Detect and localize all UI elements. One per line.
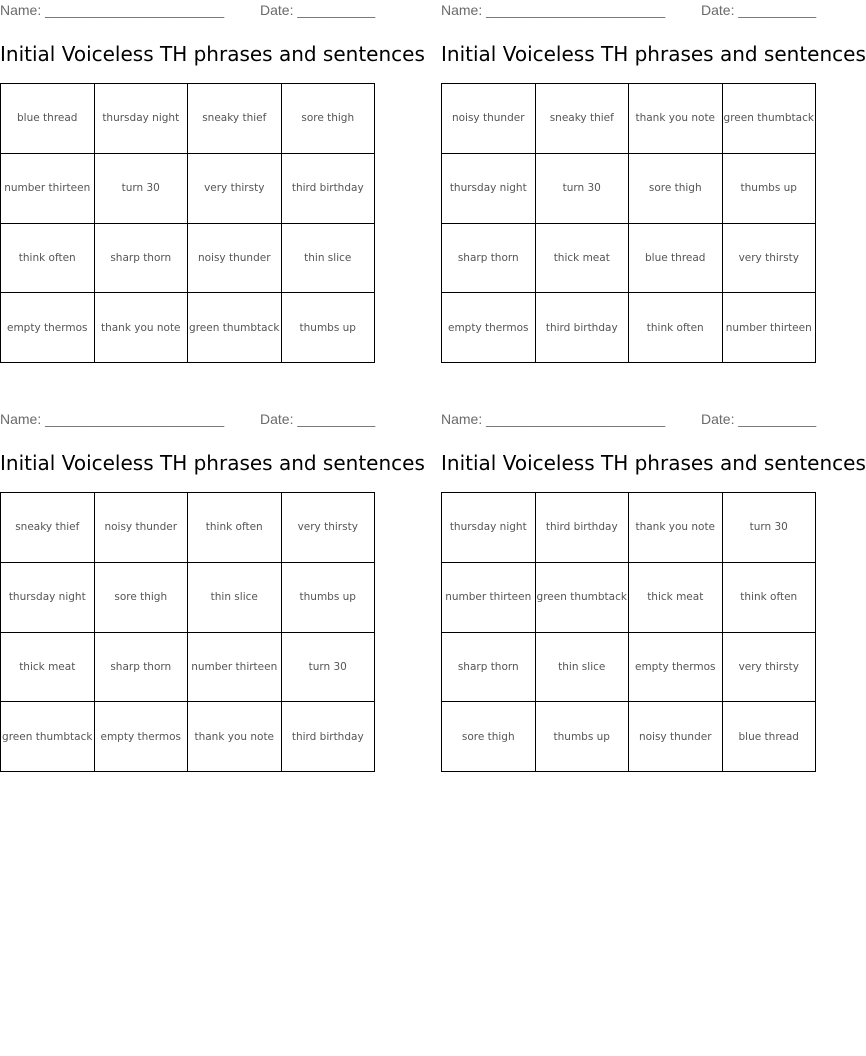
bingo-cell: thick meat <box>629 563 723 633</box>
bingo-cell: thin slice <box>282 224 376 294</box>
card-header <box>0 409 375 429</box>
name-field-label: Name: _______________________ <box>0 2 225 18</box>
bingo-cell: think often <box>188 493 282 563</box>
bingo-grid <box>441 492 816 772</box>
bingo-cell: think often <box>629 293 723 363</box>
bingo-cell: green thumbtack <box>1 702 95 772</box>
bingo-cell: number thirteen <box>1 154 95 224</box>
card-title: Initial Voiceless TH phrases and sentences <box>0 42 425 66</box>
name-field-label: Name: _______________________ <box>0 411 225 427</box>
bingo-cell: green thumbtack <box>723 84 817 154</box>
bingo-cell: sharp thorn <box>95 633 189 703</box>
bingo-cell: sore thigh <box>629 154 723 224</box>
bingo-cell: think often <box>723 563 817 633</box>
bingo-card-3 <box>0 409 425 774</box>
bingo-grid <box>0 83 375 363</box>
bingo-cell: thumbs up <box>282 293 376 363</box>
bingo-cell: sharp thorn <box>442 224 536 294</box>
card-header <box>0 0 375 20</box>
bingo-card-1 <box>0 0 425 365</box>
bingo-grid <box>0 492 375 772</box>
bingo-cell: turn 30 <box>282 633 376 703</box>
bingo-cell: number thirteen <box>723 293 817 363</box>
bingo-cell: thank you note <box>95 293 189 363</box>
bingo-cell: thumbs up <box>536 702 630 772</box>
bingo-cell: very thirsty <box>723 224 817 294</box>
bingo-cell: sore thigh <box>95 563 189 633</box>
card-header <box>441 409 816 429</box>
bingo-cell: sore thigh <box>282 84 376 154</box>
bingo-cell: thumbs up <box>723 154 817 224</box>
bingo-cell: empty thermos <box>1 293 95 363</box>
bingo-cell: turn 30 <box>723 493 817 563</box>
bingo-cell: turn 30 <box>95 154 189 224</box>
bingo-cell: turn 30 <box>536 154 630 224</box>
name-field-label: Name: _______________________ <box>441 2 666 18</box>
bingo-cell: noisy thunder <box>629 702 723 772</box>
bingo-cell: third birthday <box>536 493 630 563</box>
bingo-cell: thursday night <box>1 563 95 633</box>
date-field-label: Date: __________ <box>701 411 817 427</box>
bingo-grid <box>441 83 816 363</box>
bingo-cell: thin slice <box>536 633 630 703</box>
date-field-label: Date: __________ <box>701 2 817 18</box>
bingo-cell: thick meat <box>1 633 95 703</box>
bingo-cell: third birthday <box>282 154 376 224</box>
date-field-label: Date: __________ <box>260 411 376 427</box>
date-field-label: Date: __________ <box>260 2 376 18</box>
bingo-cell: blue thread <box>1 84 95 154</box>
card-title: Initial Voiceless TH phrases and sentences <box>441 451 866 475</box>
bingo-cell: thursday night <box>95 84 189 154</box>
bingo-card-4 <box>441 409 866 774</box>
bingo-cell: sneaky thief <box>188 84 282 154</box>
bingo-cell: empty thermos <box>95 702 189 772</box>
bingo-cell: sharp thorn <box>442 633 536 703</box>
bingo-cell: think often <box>1 224 95 294</box>
bingo-cell: thin slice <box>188 563 282 633</box>
name-field-label: Name: _______________________ <box>441 411 666 427</box>
bingo-cell: noisy thunder <box>95 493 189 563</box>
bingo-cell: thank you note <box>629 493 723 563</box>
bingo-cell: sneaky thief <box>536 84 630 154</box>
bingo-cell: thursday night <box>442 493 536 563</box>
bingo-cell: third birthday <box>282 702 376 772</box>
bingo-cell: thick meat <box>536 224 630 294</box>
bingo-cell: sore thigh <box>442 702 536 772</box>
bingo-cell: blue thread <box>723 702 817 772</box>
bingo-cell: thumbs up <box>282 563 376 633</box>
bingo-cell: thursday night <box>442 154 536 224</box>
bingo-cell: green thumbtack <box>188 293 282 363</box>
card-title: Initial Voiceless TH phrases and sentences <box>441 42 866 66</box>
bingo-cell: very thirsty <box>282 493 376 563</box>
bingo-card-2 <box>441 0 866 365</box>
card-header <box>441 0 816 20</box>
bingo-cell: number thirteen <box>188 633 282 703</box>
bingo-cell: very thirsty <box>188 154 282 224</box>
bingo-cell: thank you note <box>629 84 723 154</box>
card-title: Initial Voiceless TH phrases and sentences <box>0 451 425 475</box>
bingo-cell: empty thermos <box>442 293 536 363</box>
bingo-cell: noisy thunder <box>442 84 536 154</box>
bingo-cell: third birthday <box>536 293 630 363</box>
bingo-cell: noisy thunder <box>188 224 282 294</box>
bingo-cell: number thirteen <box>442 563 536 633</box>
bingo-cell: very thirsty <box>723 633 817 703</box>
bingo-cell: blue thread <box>629 224 723 294</box>
bingo-cell: sharp thorn <box>95 224 189 294</box>
bingo-cell: sneaky thief <box>1 493 95 563</box>
bingo-cell: green thumbtack <box>536 563 630 633</box>
bingo-cell: empty thermos <box>629 633 723 703</box>
bingo-cell: thank you note <box>188 702 282 772</box>
